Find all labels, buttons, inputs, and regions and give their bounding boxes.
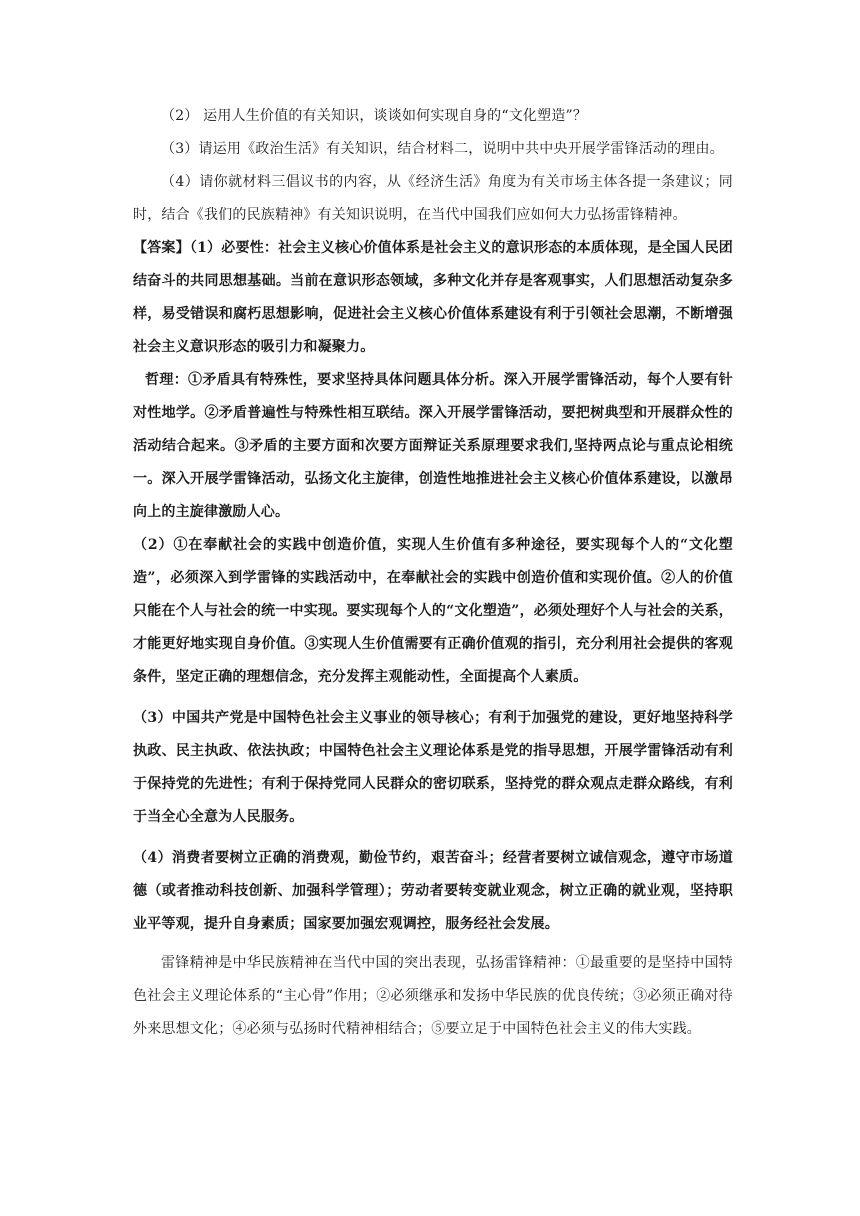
answer-1 (133, 232, 733, 364)
answer-4: （4）消费者要树立正确的消费观，勤俭节约，艰苦奋斗；经营者要树立诚信观念，遵守市场道德（或者推动科技创新、加强科学管理）；劳动者要转变就业观念，树立正确的就业观，坚持职业平等观，提升自身素质；国家要加强宏观调控，服务经社会发展。 (133, 850, 733, 932)
question-4: （4）请你就材料三倡议书的内容，从《经济生活》角度为有关市场主体各提一条建议；同时，结合《我们的民族精神》有关知识说明，在当代中国我们应如何大力弘扬雷锋精神。 (133, 174, 733, 223)
question-2: （2） 运用人生价值的有关知识，谈谈如何实现自身的“文化塑造”？ (161, 108, 588, 124)
answer-1-text: （1）必要性：社会主义核心价值体系是社会主义的意识形态的本质体现，是全国人民团结奋斗的共同思想基础。当前在意识形态领域，多种文化并存是客观事实，人们思想活动复杂多样，易受错误和腐朽思想影响，促进社会主义核心价值体系建设有利于引领社会思潮，不断增强社会主义意识形态的吸引力和凝聚力。 (133, 240, 733, 355)
answer-label: 【答案】 (133, 240, 190, 256)
answer-3: （3）中国共产党是中国特色社会主义事业的领导核心；有利于加强党的建设，更好地坚持科学执政、民主执政、依法执政；中国特色社会主义理论体系是党的指导思想，开展学雷锋活动有利于保持党的先进性；有利于保持党同人民群众的密切联系，坚持党的群众观点走群众路线，有利于当全心全意为人民服务。 (133, 710, 733, 825)
question-3: （3）请运用《政治生活》有关知识，结合材料二，说明中共中央开展学雷锋活动的理由。 (161, 141, 724, 157)
answer-4-spirit: 雷锋精神是中华民族精神在当代中国的突出表现，弘扬雷锋精神：①最重要的是坚持中国特色社会主义理论体系的“主心骨”作用；②必须继承和发扬中华民族的优良传统；③必须正确对待外来思想文化；④必须与弘扬时代精神相结合；⑤要立足于中国特色社会主义的伟大实践。 (133, 955, 733, 1037)
answer-2: （2）①在奉献社会的实践中创造价值，实现人生价值有多种途径，要实现每个人的“文化塑造”，必须深入到学雷锋的实践活动中，在奉献社会的实践中创造价值和实现价值。②人的价值只能在个人与社会的统一中实现。要实现每个人的“文化塑造”，必须处理好个人与社会的关系，才能更好地实现自身价值。③实现人生价值需要有正确价值观的指引，充分利用社会提供的客观条件，坚定正确的理想信念，充分发挥主观能动性，全面提高个人素质。 (133, 537, 733, 685)
document-page (133, 100, 733, 1046)
answer-1-philosophy: 哲理：①矛盾具有特殊性，要求坚持具体问题具体分析。深入开展学雷锋活动，每个人要有针对性地学。②矛盾普遍性与特殊性相互联结。深入开展学雷锋活动，要把树典型和开展群众性的活动结合起来。③矛盾的主要方面和次要方面辩证关系原理要求我们,坚持两点论与重点论相统一。深入开展学雷锋活动，弘扬文化主旋律，创造性地推进社会主义核心价值体系建设，以激昂向上的主旋律激励人心。 (133, 372, 733, 520)
